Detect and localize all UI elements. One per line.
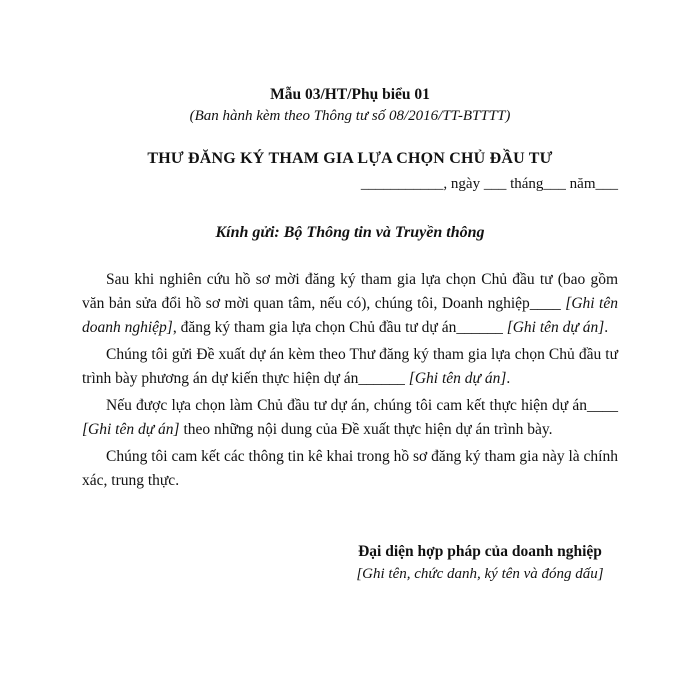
document-title: THƯ ĐĂNG KÝ THAM GIA LỰA CHỌN CHỦ ĐẦU TƯ — [147, 150, 553, 167]
placeholder-note: [Ghi tên doanh nghiệp] — [82, 295, 618, 336]
signature-note: [Ghi tên, chức danh, ký tên và đóng dấu] — [356, 566, 604, 582]
paragraph-text: Chúng tôi gửi Đề xuất dự án kèm theo Thư đăng ký tham gia lựa chọn Chủ đầu tư trình bày phương án dự kiến thực hiện dự án______ — [82, 346, 618, 387]
paragraph-3 — [82, 394, 618, 442]
year-blank: ___ — [595, 176, 618, 192]
signature-title: Đại diện hợp pháp của doanh nghiệp — [358, 543, 602, 560]
placeholder-note: [Ghi tên dự án] — [82, 421, 180, 438]
paragraph-1 — [82, 268, 618, 340]
letter-body — [82, 268, 618, 496]
paragraph-text: Chúng tôi cam kết các thông tin kê khai trong hồ sơ đăng ký tham gia này là chính xác, trung thực. — [82, 448, 618, 489]
place-blank: ___________ — [360, 176, 444, 192]
form-code: Mẫu 03/HT/Phụ biểu 01 — [270, 86, 430, 103]
month-label: tháng — [510, 176, 544, 192]
month-blank: ___ — [543, 176, 566, 192]
day-label: , ngày — [443, 176, 481, 192]
paragraph-text: Nếu được lựa chọn làm Chủ đầu tư dự án, chúng tôi cam kết thực hiện dự án____ — [106, 397, 618, 414]
placeholder-note: [Ghi tên dự án] — [506, 319, 605, 336]
day-blank: ___ — [483, 176, 507, 192]
placeholder-note: [Ghi tên dự án] — [408, 370, 507, 387]
recipient: Kính gửi: Bộ Thông tin và Truyền thông — [215, 224, 485, 241]
date-line — [361, 176, 618, 193]
paragraph-4 — [82, 445, 618, 493]
paragraph-text: , đăng ký tham gia lựa chọn Chủ đầu tư dự án______ — [172, 319, 503, 336]
year-label: năm — [569, 176, 596, 192]
paragraph-text: . — [604, 319, 609, 336]
paragraph-text: theo những nội dung của Đề xuất thực hiện dự án trình bày. — [183, 421, 553, 438]
paragraph-text: Sau khi nghiên cứu hồ sơ mời đăng ký tham gia lựa chọn Chủ đầu tư (bao gồm văn bản sửa đổi hồ sơ mời quan tâm, nếu có), chúng tôi, Doanh nghiệp____ — [82, 271, 618, 312]
paragraph-2 — [82, 343, 618, 391]
paragraph-text: . — [506, 370, 511, 387]
issuing-regulation: (Ban hành kèm theo Thông tư số 08/2016/TT-BTTTT) — [189, 108, 511, 124]
